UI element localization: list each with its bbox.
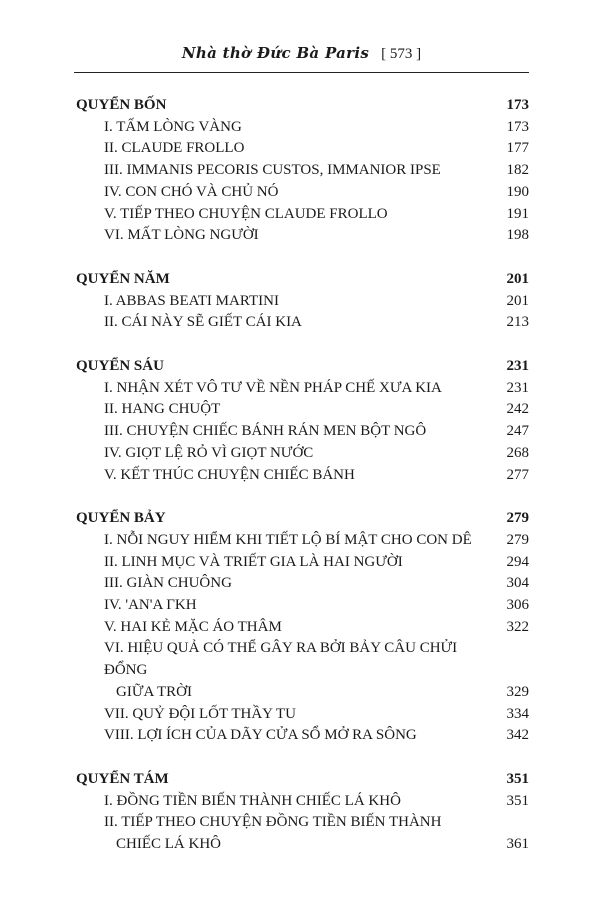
running-header (74, 44, 529, 73)
toc-chapter-title (76, 160, 441, 182)
toc-book-section (76, 269, 529, 334)
toc-chapter-title-line: I. ABBAS BEATI MARTINI (104, 292, 279, 309)
toc-chapter-title-line: III. CHUYỆN CHIẾC BÁNH RÁN MEN BỘT NGÔ (104, 423, 427, 440)
toc-book-page-number: 173 (506, 97, 529, 113)
toc-chapter-page-number: 231 (506, 379, 529, 396)
toc-chapter-page-number: 304 (506, 575, 529, 592)
toc-chapter-page-number: 191 (506, 205, 529, 222)
toc-chapter-entry (76, 421, 529, 443)
toc-chapter-entry (76, 617, 529, 639)
toc-chapter-title (76, 443, 313, 465)
toc-book-heading (76, 95, 529, 117)
toc-chapter-title (76, 182, 278, 204)
toc-chapter-title-line: VI. MẤT LÒNG NGƯỜI (104, 227, 259, 244)
toc-chapter-title (76, 291, 279, 313)
toc-chapter-page-number: 268 (506, 444, 529, 461)
toc-chapter-entry (76, 595, 529, 617)
toc-chapter-page-number: 351 (506, 792, 529, 809)
toc-chapter-entry (76, 812, 529, 855)
toc-chapter-title-line: V. TIẾP THEO CHUYỆN CLAUDE FROLLO (104, 205, 388, 222)
toc-chapter-page-number: 334 (506, 705, 529, 722)
toc-chapter-entry (76, 791, 529, 813)
toc-chapter-entry (76, 225, 529, 247)
toc-chapter-title-line: III. GIÀN CHUÔNG (104, 575, 232, 592)
toc-chapter-title (76, 791, 401, 813)
toc-book-title: QUYỂN BỐN (76, 97, 167, 113)
toc-chapter-title (76, 595, 197, 617)
toc-book-section (76, 508, 529, 747)
toc-chapter-page-number: 242 (506, 401, 529, 418)
toc-chapter-title (76, 204, 388, 226)
toc-chapter-page-number: 361 (506, 836, 529, 853)
toc-chapter-title (76, 465, 355, 487)
toc-book-title: QUYỂN SÁU (76, 358, 164, 375)
toc-chapter-page-number: 306 (506, 597, 529, 614)
toc-chapter-title (76, 530, 472, 552)
toc-chapter-page-number: 279 (506, 531, 529, 548)
toc-chapter-entry (76, 725, 529, 747)
toc-chapter-title (76, 421, 426, 443)
toc-chapter-entry (76, 399, 529, 421)
toc-book-page-number: 231 (506, 358, 529, 375)
toc-chapter-title (76, 552, 403, 574)
toc-chapter-title-line: II. CÁI NÀY SẼ GIẾT CÁI KIA (104, 314, 302, 331)
toc-chapter-entry (76, 552, 529, 574)
toc-chapter-title (76, 617, 282, 639)
toc-book-page-number: 279 (506, 510, 529, 527)
toc-book-heading (76, 269, 529, 291)
toc-chapter-title (76, 704, 296, 726)
toc-chapter-title-line: VIII. LỢI ÍCH CỦA DÃY CỬA SỔ MỞ RA SÔNG (104, 727, 417, 744)
table-of-contents (76, 95, 529, 878)
toc-book-section (76, 356, 529, 486)
toc-chapter-title-line: GIỮA TRỜI (116, 683, 192, 700)
toc-chapter-title-line: II. CLAUDE FROLLO (104, 140, 245, 157)
toc-chapter-page-number: 198 (506, 227, 529, 244)
toc-chapter-entry (76, 182, 529, 204)
toc-chapter-title-line: VII. QUỶ ĐỘI LỐT THẦY TU (104, 705, 296, 722)
toc-book-heading (76, 356, 529, 378)
toc-chapter-page-number: 201 (506, 292, 529, 309)
running-header-page-number: [ 573 ] (381, 46, 422, 62)
toc-chapter-title (76, 725, 417, 747)
toc-chapter-title-line: II. LINH MỤC VÀ TRIẾT GIA LÀ HAI NGƯỜI (104, 553, 403, 570)
toc-chapter-title-line: V. HAI KẺ MẶC ÁO THÂM (104, 618, 282, 635)
toc-chapter-entry (76, 117, 529, 139)
toc-chapter-title-line: II. TIẾP THEO CHUYỆN ĐỒNG TIỀN BIẾN THÀNH (104, 814, 442, 831)
toc-chapter-title (76, 378, 442, 400)
toc-chapter-entry (76, 378, 529, 400)
toc-chapter-title-line: V. KẾT THÚC CHUYỆN CHIẾC BÁNH (104, 466, 355, 483)
toc-chapter-title-line: II. HANG CHUỘT (104, 401, 221, 418)
toc-chapter-entry (76, 160, 529, 182)
toc-chapter-page-number: 177 (506, 140, 529, 157)
toc-chapter-entry (76, 573, 529, 595)
toc-chapter-page-number: 277 (506, 466, 529, 483)
toc-chapter-title-line: IV. CON CHÓ VÀ CHỦ NÓ (104, 183, 279, 200)
toc-chapter-title (76, 638, 507, 703)
toc-chapter-title (76, 812, 461, 855)
toc-chapter-title-line: VI. HIỆU QUẢ CÓ THỂ GÂY RA BỞI BẢY CÂU CHỬI ĐỔNG (104, 640, 458, 679)
toc-chapter-title-line: I. NỖI NGUY HIỂM KHI TIẾT LỘ BÍ MẬT CHO CON DÊ (104, 531, 472, 548)
running-header-title: Nhà thờ Đức Bà Paris (181, 44, 370, 62)
toc-chapter-title-line: IV. 'AN'A ΓΚΗ (104, 597, 197, 614)
toc-book-heading (76, 769, 529, 791)
toc-book-section (76, 769, 529, 856)
toc-chapter-entry (76, 704, 529, 726)
toc-chapter-title (76, 117, 242, 139)
toc-chapter-page-number: 173 (506, 118, 529, 135)
toc-book-title: QUYỂN BẢY (76, 510, 166, 527)
toc-book-section (76, 95, 529, 247)
toc-chapter-title-line: I. TẤM LÒNG VÀNG (104, 118, 242, 135)
toc-chapter-entry (76, 530, 529, 552)
toc-chapter-title (76, 573, 232, 595)
toc-chapter-title (76, 399, 220, 421)
toc-chapter-page-number: 329 (506, 683, 529, 700)
toc-chapter-title (76, 225, 259, 247)
toc-chapter-page-number: 190 (506, 183, 529, 200)
toc-chapter-entry (76, 638, 529, 703)
toc-chapter-title-line: III. IMMANIS PECORIS CUSTOS, IMMANIOR IPSE (104, 162, 441, 179)
toc-chapter-entry (76, 138, 529, 160)
toc-chapter-title (76, 312, 302, 334)
toc-book-title: QUYỂN TÁM (76, 770, 169, 787)
toc-chapter-page-number: 342 (506, 727, 529, 744)
toc-chapter-page-number: 322 (506, 618, 529, 635)
toc-book-page-number: 201 (506, 270, 529, 287)
toc-chapter-entry (76, 291, 529, 313)
toc-chapter-entry (76, 204, 529, 226)
toc-chapter-title-line: I. ĐỒNG TIỀN BIẾN THÀNH CHIẾC LÁ KHÔ (104, 792, 401, 809)
toc-book-title: QUYỂN NĂM (76, 270, 170, 287)
toc-book-heading (76, 508, 529, 530)
toc-chapter-entry (76, 465, 529, 487)
toc-chapter-entry (76, 443, 529, 465)
toc-chapter-page-number: 247 (506, 423, 529, 440)
toc-chapter-title-line: IV. GIỌT LỆ RỎ VÌ GIỌT NƯỚC (104, 444, 314, 461)
toc-chapter-entry (76, 312, 529, 334)
toc-chapter-title-line: I. NHẬN XÉT VÔ TƯ VỀ NỀN PHÁP CHẾ XƯA KIA (104, 379, 442, 396)
toc-book-page-number: 351 (506, 770, 529, 787)
toc-chapter-title (76, 138, 244, 160)
toc-chapter-page-number: 213 (506, 314, 529, 331)
toc-chapter-page-number: 294 (506, 553, 529, 570)
toc-chapter-page-number: 182 (506, 162, 529, 179)
toc-chapter-title-line: CHIẾC LÁ KHÔ (116, 836, 221, 853)
